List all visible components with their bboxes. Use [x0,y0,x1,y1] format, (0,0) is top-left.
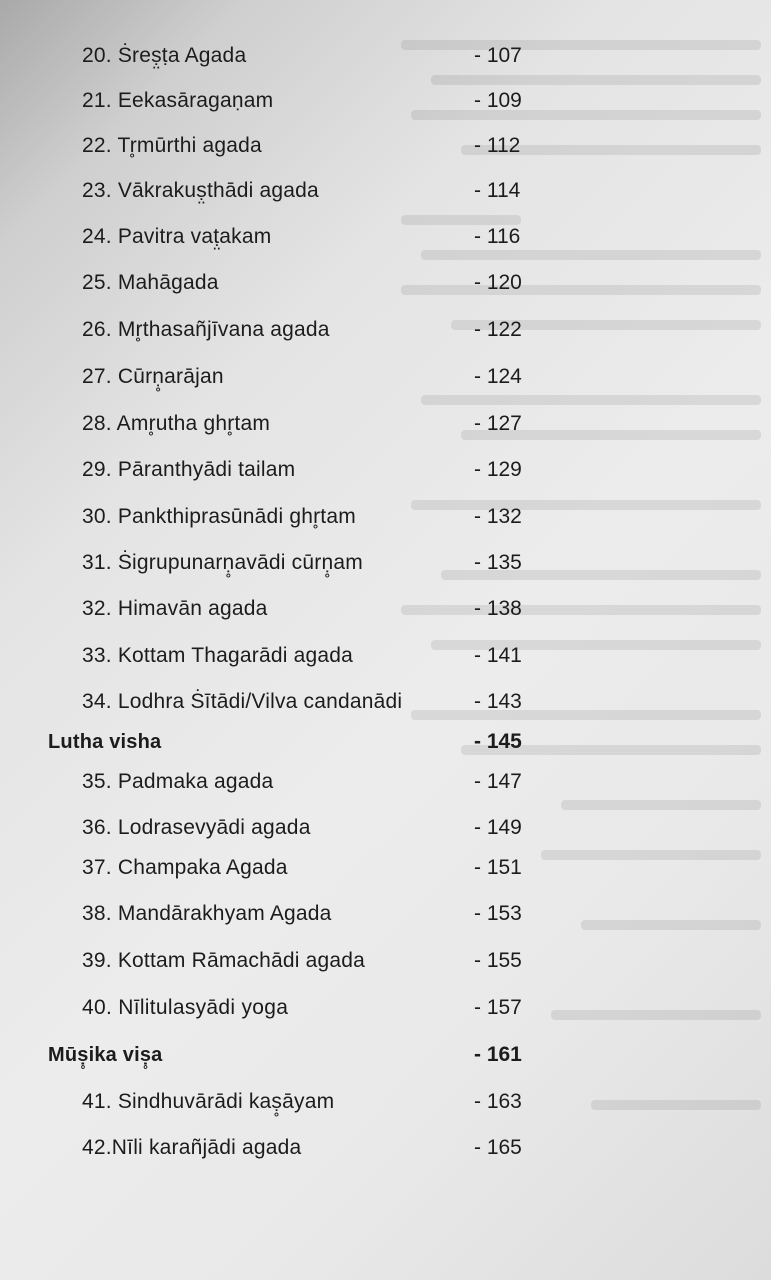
toc-entry-page: - 135 [474,551,522,574]
toc-entry [0,594,771,634]
toc-entry-page: - 107 [474,44,522,67]
toc-entry-page: - 138 [474,597,522,620]
toc-section-heading [0,727,771,767]
toc-entry [0,1087,771,1127]
toc-entry-title: 30. Pankthiprasūnādi ghr̥tam [82,505,356,528]
toc-entry-page: - 109 [474,89,522,112]
toc-entry-title: 22. Tr̥mūrthi agada [82,134,262,157]
toc-entry-page: - 147 [474,770,522,793]
toc-entry-title: 20. Ṡreṣ̤ṭa Agada [82,44,247,67]
toc-entry-title: 36. Lodrasevyādi agada [82,816,311,839]
toc-entry-title: 33. Kottam Thagarādi agada [82,644,354,667]
toc-entry-page: - 116 [474,225,521,248]
toc-entry [0,548,771,588]
toc-entry-title: 25. Mahāgada [82,271,219,294]
toc-entry-page: - 124 [474,365,522,388]
toc-entry [0,315,771,355]
toc-entry-page: - 143 [474,690,522,713]
toc-entry [0,687,771,727]
toc-entry-page: - 157 [474,996,522,1019]
toc-entry-title: 21. Eekasāragaṇam [82,89,274,112]
toc-section-heading [0,1040,771,1080]
toc-entry [0,86,771,126]
toc-entry [0,641,771,681]
toc-entry-page: - 132 [474,505,522,528]
toc-entry-page: - 151 [474,856,522,879]
toc-entry [0,268,771,308]
toc-entry [0,455,771,495]
toc-entry-title: 28. Amr̥utha ghr̥tam [82,412,271,435]
toc-entry-title: 27. Cūrṇ̥arājan [82,365,224,388]
toc-entry [0,176,771,216]
toc-entry [0,1133,771,1173]
toc-entry-title: 23. Vākrakuṣ̤thādi agada [82,179,319,202]
toc-entry-page: - 127 [474,412,522,435]
toc-entry [0,853,771,893]
toc-entry-page: - 122 [474,318,522,341]
toc-section-title: Lutha visha [48,731,162,753]
toc-entry [0,767,771,807]
toc-entry-title: 34. Lodhra Ṡītādi/Vilva candanādi [82,690,403,713]
toc-entry-page: - 155 [474,949,522,972]
toc-entry-title: 31. Ṡigrupunarṇ̥avādi cūrṇ̥am [82,551,363,574]
toc-entry-title: 39. Kottam Rāmachādi agada [82,949,366,972]
toc-entry-page: - 114 [474,179,521,202]
toc-entry-page: - 163 [474,1090,522,1113]
toc-entry-title: 26. Mr̥thasañjīvana agada [82,318,330,341]
toc-entry-title: 42.Nīli karañjādi agada [82,1136,302,1159]
toc-entry-page: - 120 [474,271,522,294]
toc-entry [0,222,771,262]
toc-entry [0,41,771,81]
toc-entry-title: 38. Mandārakhyam Agada [82,902,332,925]
toc-entry-title: 24. Pavitra vaṭ̤akam [82,225,272,248]
toc-entry-title: 37. Champaka Agada [82,856,288,879]
toc-entry-page: - 129 [474,458,522,481]
toc-entry [0,409,771,449]
toc-entry-title: 40. Nīlitulasyādi yoga [82,996,289,1019]
toc-entry-page: - 141 [474,644,522,667]
toc-section-page: - 161 [474,1043,522,1066]
toc-entry [0,502,771,542]
toc-entry-page: - 149 [474,816,522,839]
toc-entry [0,813,771,853]
toc-entry-page: - 112 [474,134,521,157]
toc-entry-title: 32. Himavān agada [82,597,268,620]
toc-section-title: Mūṣ̥ika viṣ̥a [48,1044,163,1066]
toc-entry [0,946,771,986]
toc-entry [0,362,771,402]
toc-entry-title: 35. Padmaka agada [82,770,274,793]
toc-entry-page: - 153 [474,902,522,925]
toc-entry-title: 41. Sindhuvārādi kaṣ̥āyam [82,1090,335,1113]
toc-entry [0,899,771,939]
toc-entry-page: - 165 [474,1136,522,1159]
toc-entry-title: 29. Pāranthyādi tailam [82,458,296,481]
toc-section-page: - 145 [474,730,522,753]
toc-entry [0,993,771,1033]
toc-entry [0,131,771,171]
